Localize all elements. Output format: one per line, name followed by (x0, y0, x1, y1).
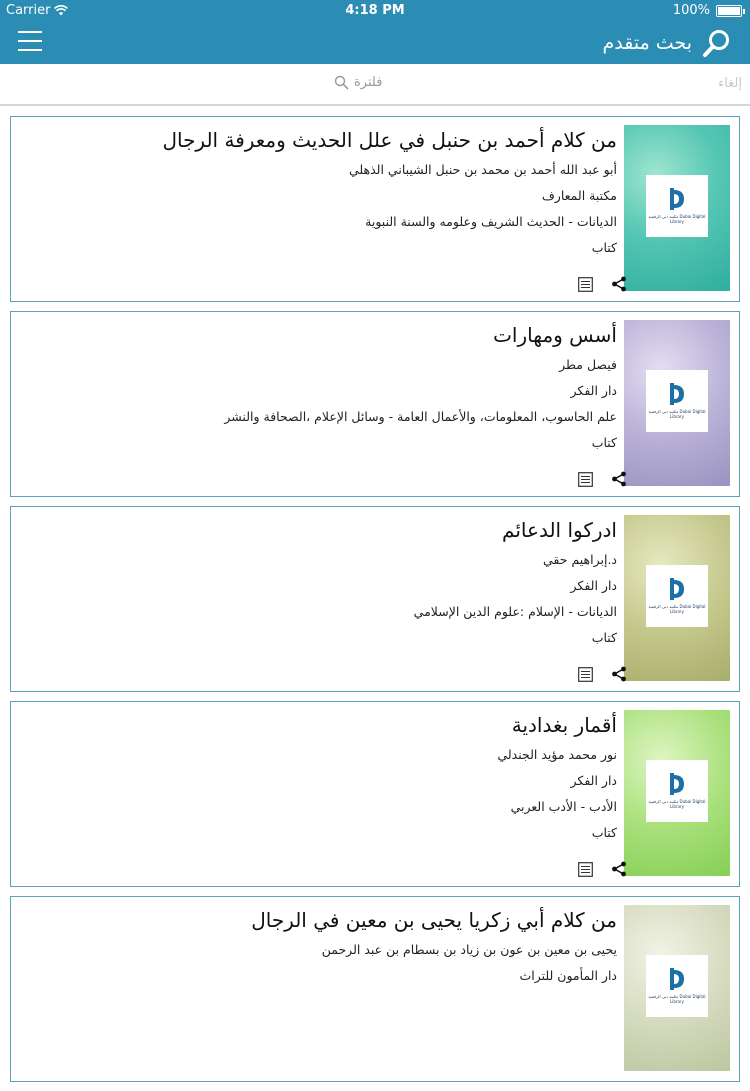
book-publisher: دار الفكر (570, 383, 617, 398)
status-bar (0, 0, 750, 22)
book-publisher: دار المأمون للتراث (519, 968, 617, 983)
details-icon[interactable] (578, 277, 593, 292)
library-name: مكتبة دبي الرقمية Dubai Digital Library (648, 214, 706, 224)
library-logo (646, 565, 708, 627)
share-icon[interactable] (611, 471, 627, 487)
library-logo (646, 370, 708, 432)
book-type: كتاب (591, 240, 617, 255)
filter-bar (0, 64, 750, 106)
book-card[interactable] (10, 506, 740, 692)
book-cover[interactable] (624, 710, 730, 876)
book-author: فيصل مطر (559, 357, 617, 372)
details-icon[interactable] (578, 667, 593, 682)
book-card[interactable] (10, 701, 740, 887)
book-type: كتاب (591, 825, 617, 840)
hamburger-menu-icon[interactable] (18, 31, 42, 53)
book-publisher: مكتبة المعارف (541, 188, 617, 203)
book-title[interactable]: أقمار بغدادية (511, 713, 617, 737)
search-icon (702, 28, 732, 58)
details-icon[interactable] (578, 472, 593, 487)
book-title[interactable]: من كلام أبي زكريا يحيى بن معين في الرجال (251, 908, 617, 932)
book-category: الديانات - الحديث الشريف وعلومه والسنة النبوية (365, 214, 617, 229)
carrier-label: Carrier (6, 3, 51, 18)
book-title[interactable]: من كلام أحمد بن حنبل في علل الحديث ومعرفة الرجال (162, 128, 617, 152)
book-title[interactable]: أسس ومهارات (493, 323, 617, 347)
library-logo (646, 955, 708, 1017)
book-type: كتاب (591, 435, 617, 450)
library-logo-mark (670, 578, 684, 600)
clock: 4:18 PM (345, 3, 405, 18)
details-icon[interactable] (578, 862, 593, 877)
library-name: مكتبة دبي الرقمية Dubai Digital Library (648, 409, 706, 419)
search-icon (334, 75, 349, 90)
cancel-button[interactable]: إلغاء (718, 76, 742, 91)
book-publisher: دار الفكر (570, 773, 617, 788)
book-author: نور محمد مؤيد الجندلي (497, 747, 617, 762)
filter-label: فلترة (354, 75, 383, 90)
book-type: كتاب (591, 630, 617, 645)
battery-percentage: 100% (672, 3, 710, 18)
book-category: الأدب - الأدب العربي (510, 799, 617, 814)
share-icon[interactable] (611, 861, 627, 877)
book-card[interactable] (10, 896, 740, 1082)
book-author: يحيى بن معين بن عون بن زياد بن بسطام بن عبد الرحمن (321, 942, 617, 957)
nav-bar (0, 22, 750, 64)
book-author: د.إبراهيم حقي (543, 552, 617, 567)
library-name: مكتبة دبي الرقمية Dubai Digital Library (648, 604, 706, 614)
library-logo-mark (670, 383, 684, 405)
book-author: أبو عبد الله أحمد بن محمد بن حنبل الشيباني الذهلي (348, 162, 617, 177)
battery-icon (716, 5, 742, 17)
library-logo-mark (670, 968, 684, 990)
book-card[interactable] (10, 311, 740, 497)
book-title[interactable]: ادركوا الدعائم (502, 518, 617, 542)
book-cover[interactable] (624, 125, 730, 291)
library-name: مكتبة دبي الرقمية Dubai Digital Library (648, 799, 706, 809)
book-card[interactable] (10, 116, 740, 302)
library-logo (646, 760, 708, 822)
book-category: علم الحاسوب، المعلومات، والأعمال العامة - وسائل الإعلام ،الصحافة والنشر (224, 409, 617, 424)
share-icon[interactable] (611, 666, 627, 682)
advanced-search-label: بحث متقدم (602, 32, 692, 54)
library-logo-mark (670, 773, 684, 795)
book-cover[interactable] (624, 905, 730, 1071)
library-logo (646, 175, 708, 237)
advanced-search-button[interactable] (602, 26, 732, 60)
filter-button[interactable] (334, 75, 382, 90)
library-name: مكتبة دبي الرقمية Dubai Digital Library (648, 994, 706, 1004)
book-list (10, 116, 740, 1091)
book-category: الديانات - الإسلام :علوم الدين الإسلامي (413, 604, 617, 619)
book-cover[interactable] (624, 515, 730, 681)
book-cover[interactable] (624, 320, 730, 486)
share-icon[interactable] (611, 276, 627, 292)
library-logo-mark (670, 188, 684, 210)
book-publisher: دار الفكر (570, 578, 617, 593)
